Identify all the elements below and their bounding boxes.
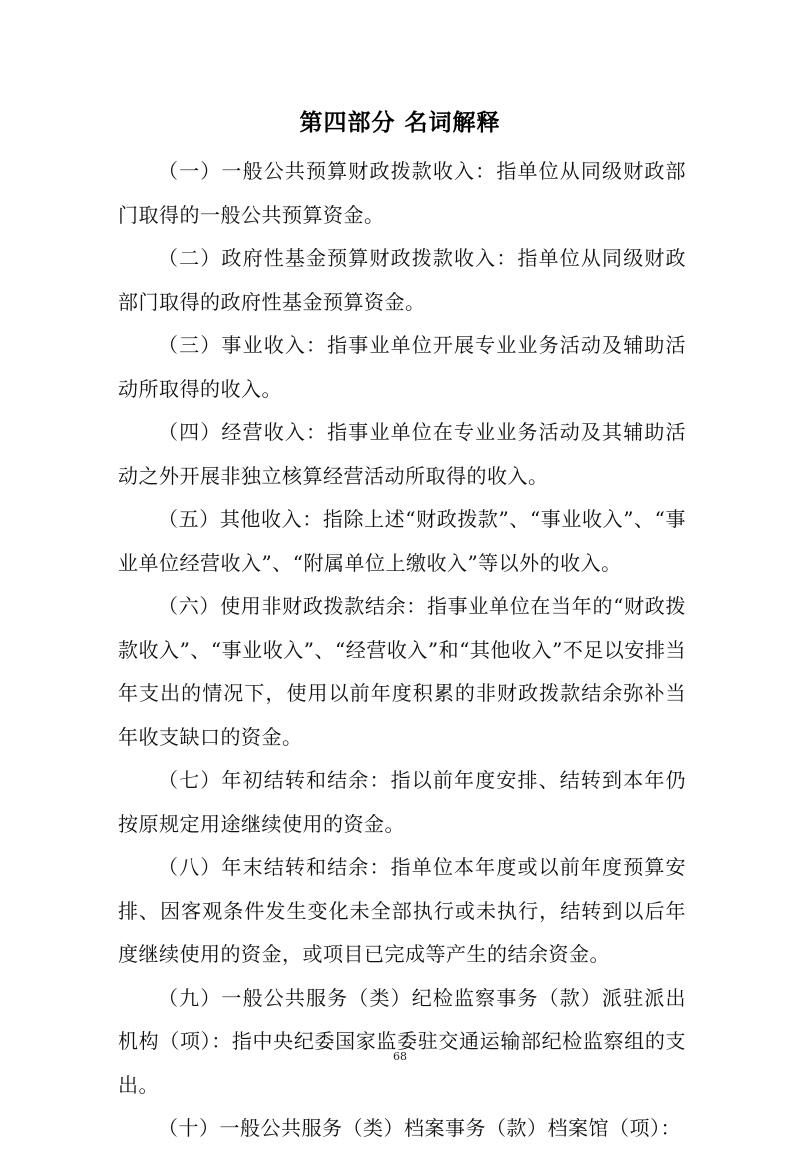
- definition-paragraph-1: （一）一般公共预算财政拨款收入：指单位从同级财政部门取得的一般公共预算资金。: [118, 159, 686, 227]
- definition-paragraph-8: （八）年末结转和结余：指单位本年度或以前年度预算安排、因客观条件发生变化未全部执行或未执行，结转到以后年度继续使用的资金，或项目已完成等产生的结余资金。: [118, 855, 686, 966]
- definition-paragraph-9: （九）一般公共服务（类）纪检监察事务（款）派驻派出机构（项）：指中央纪委国家监委驻交通运输部纪检监察组的支出。: [118, 985, 686, 1097]
- definition-paragraph-4: （四）经营收入：指事业单位在专业业务活动及其辅助活动之外开展非独立核算经营活动所取得的收入。: [118, 420, 686, 488]
- definitions-body: [118, 150, 686, 1151]
- section-title: 第四部分 名词解释: [299, 110, 501, 136]
- definition-paragraph-7: （七）年初结转和结余：指以前年度安排、结转到本年仍按原规定用途继续使用的资金。: [118, 768, 686, 836]
- definition-paragraph-10: （十）一般公共服务（类）档案事务（款）档案馆（项）：: [158, 1116, 681, 1140]
- definition-paragraph-5: （五）其他收入：指除上述“财政拨款”、“事业收入”、“事业单位经营收入”、“附属单位上缴收入”等以外的收入。: [118, 507, 686, 575]
- page-number: 68: [393, 1050, 407, 1063]
- definition-paragraph-3: （三）事业收入：指事业单位开展专业业务活动及辅助活动所取得的收入。: [118, 333, 686, 401]
- definition-paragraph-2: （二）政府性基金预算财政拨款收入：指单位从同级财政部门取得的政府性基金预算资金。: [118, 246, 686, 314]
- definition-paragraph-6: （六）使用非财政拨款结余：指事业单位在当年的“财政拨款收入”、“事业收入”、“经营收入”和“其他收入”不足以安排当年支出的情况下，使用以前年度积累的非财政拨款结余弥补当年收支缺口的资金。: [118, 594, 686, 749]
